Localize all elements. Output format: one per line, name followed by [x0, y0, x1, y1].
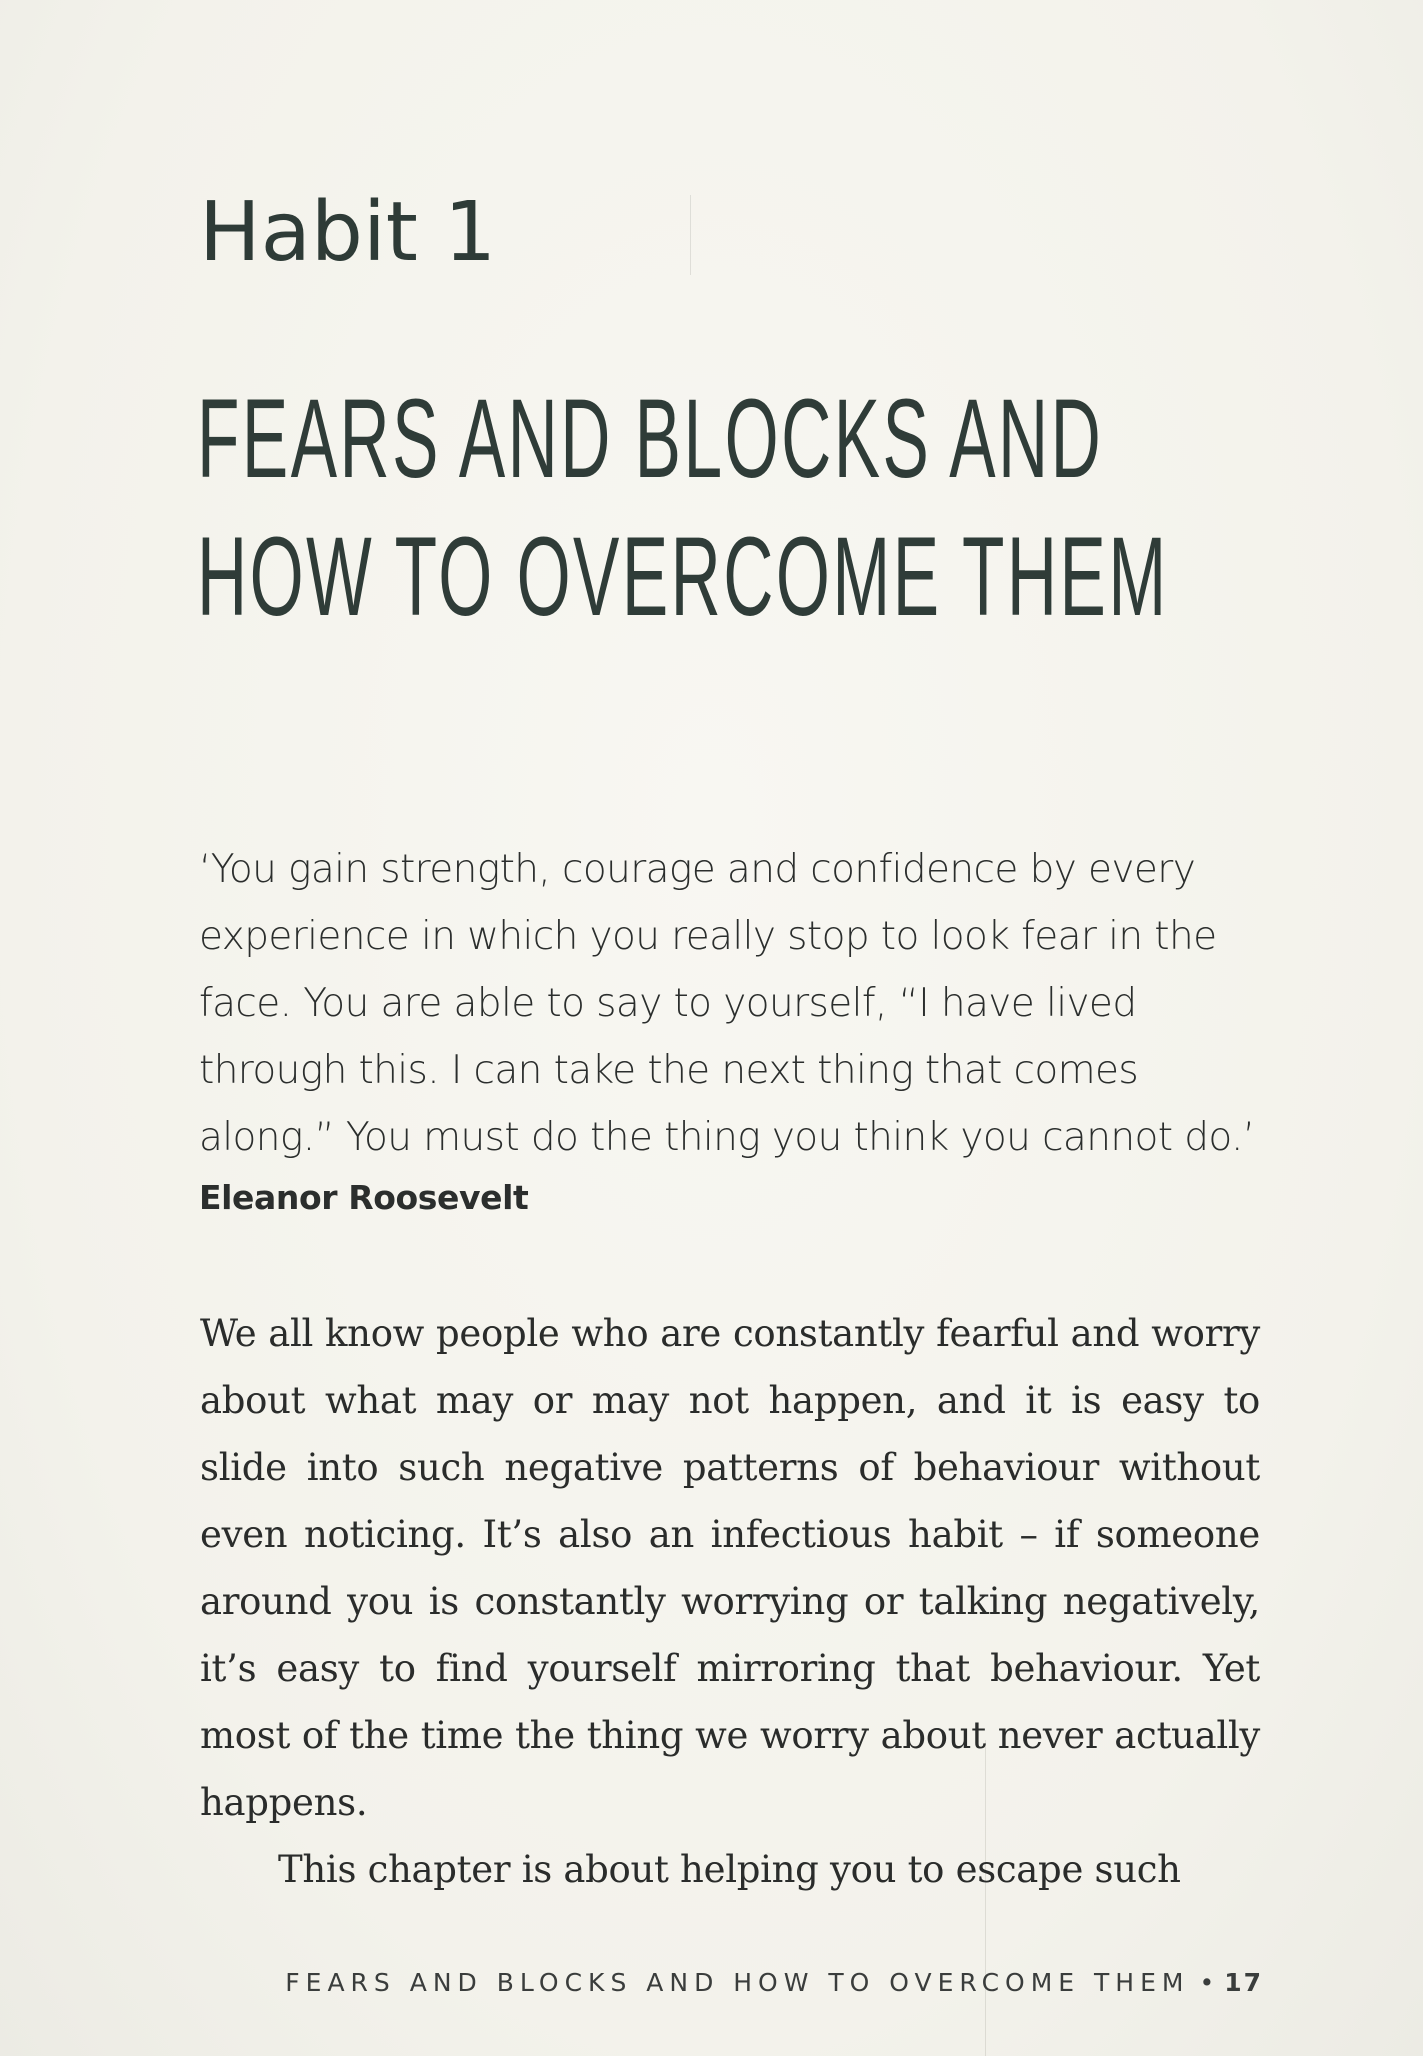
chapter-title-line-1: FEARS AND BLOCKS AND: [197, 376, 1104, 501]
body-paragraph: We all know people who are constantly fearful and worry about what may or may not happen, and it is easy to slide into such negative patterns of behaviour without even noticing. It’s also an infectious habit – if someone around you is constantly worrying or talking negatively, it’s easy to find yourself mirroring that behaviour. Yet most of the time the thing we worry about never actually happens.: [200, 1312, 1260, 1824]
footer-running-title: FEARS AND BLOCKS AND HOW TO OVERCOME THEM: [285, 1968, 1190, 1997]
epigraph-author: Eleanor Roosevelt: [199, 1178, 529, 1217]
body-text: [200, 1300, 1260, 1903]
habit-label: Habit 1: [199, 185, 497, 280]
paper-crease: [690, 195, 691, 275]
page-number: 17: [1224, 1968, 1263, 1997]
chapter-title: [197, 370, 1169, 646]
chapter-title-line-2: HOW TO OVERCOME THEM: [197, 514, 1169, 639]
running-footer: [285, 1968, 1263, 1997]
epigraph-quote: ‘You gain strength, courage and confidence by every experience in which you really stop to look fear in the face. You are able to say to yourself, “I have lived through this. I can take the next thing that comes along.” You must do the thing you think you cannot do.’: [199, 847, 1255, 1160]
body-paragraph: This chapter is about helping you to escape such: [278, 1848, 1181, 1891]
footer-separator: •: [1199, 1968, 1215, 1997]
